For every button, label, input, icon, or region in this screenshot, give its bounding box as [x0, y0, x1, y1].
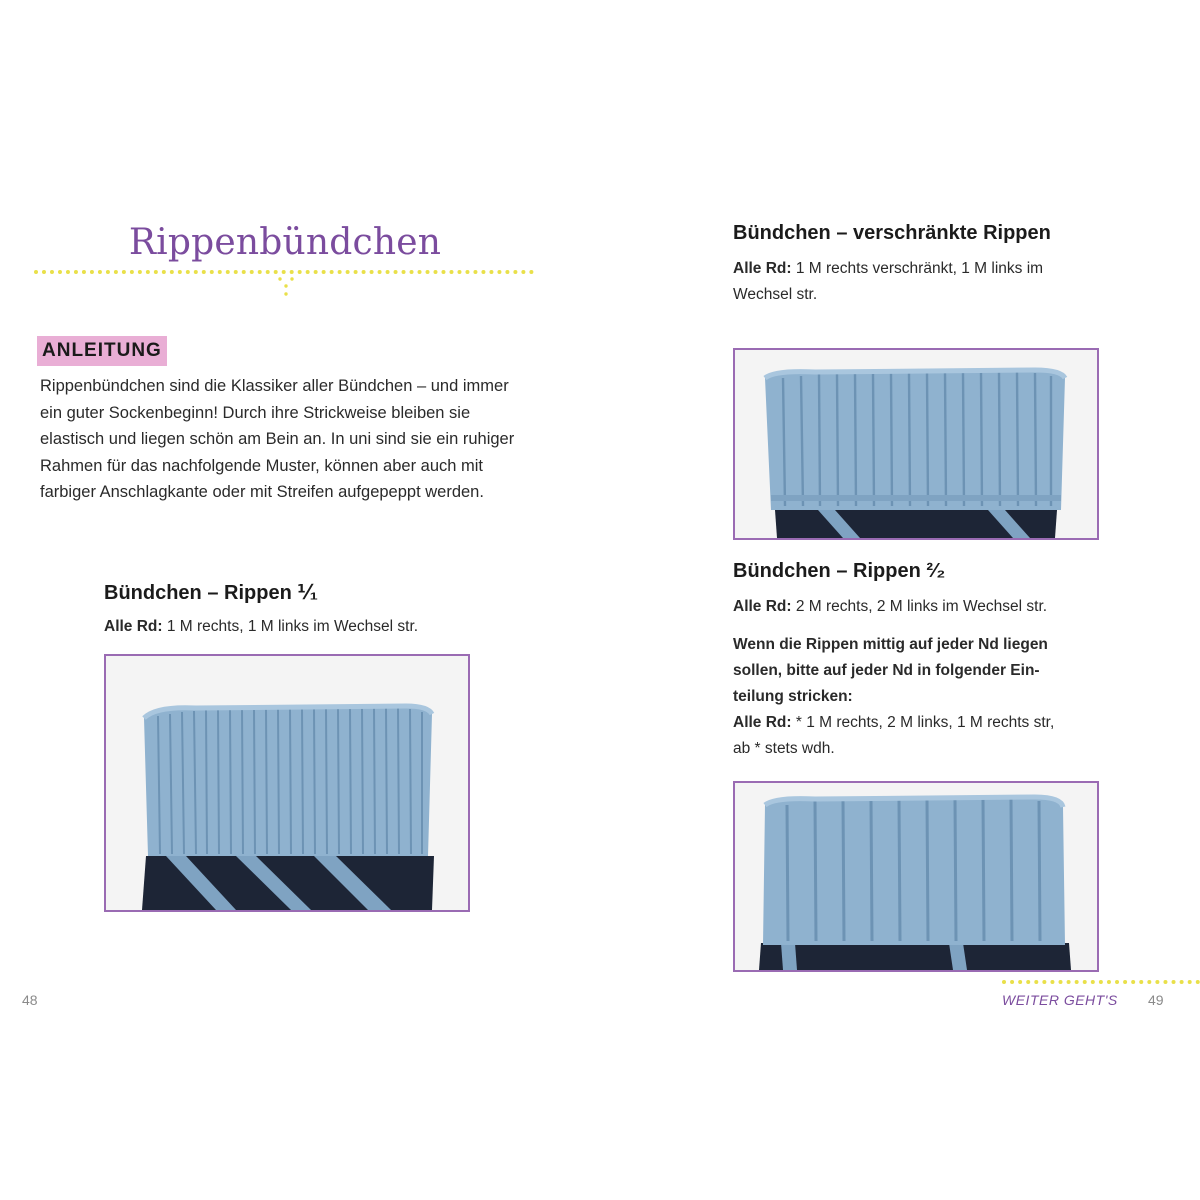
intro-line: farbiger Anschlagkante oder mit Streifen aufgepeppt werden. [40, 483, 484, 501]
knitted-twisted-rib-image [735, 350, 1097, 538]
pattern3-text: 2 M rechts, 2 M links im Wechsel str. [791, 598, 1048, 615]
pattern2-line1 [733, 256, 1173, 282]
intro-line: ein guter Sockenbeginn! Durch ihre Strickweise bleiben sie [40, 403, 471, 422]
pattern3-note-line: teilung stricken: [733, 688, 853, 705]
pattern2-text1: 1 M rechts verschränkt, 1 M links im [791, 260, 1044, 277]
section-tag-anleitung: ANLEITUNG [37, 336, 167, 366]
pattern3-lead2: Alle Rd: [733, 714, 792, 731]
pattern3-note-line: Wenn die Rippen mittig auf jeder Nd liegen [733, 636, 1048, 653]
pattern1-lead: Alle Rd: [104, 618, 163, 635]
pattern3-instr2-line2: ab * stets wdh. [733, 740, 835, 757]
pattern3-instr2-line1 [733, 710, 1173, 736]
pattern2-text2: Wechsel str. [733, 286, 818, 303]
pattern3-lead: Alle Rd: [733, 598, 792, 615]
page-number-right: 49 [1148, 992, 1164, 1008]
pattern2-instruction [733, 256, 1173, 308]
page-title: Rippenbündchen [128, 222, 442, 263]
pattern3-instruction2 [733, 710, 1173, 762]
intro-line: Rahmen für das nachfolgende Muster, können aber auch mit [40, 456, 484, 475]
pattern1-instruction [104, 614, 524, 640]
pattern3-instruction [733, 594, 1173, 620]
pattern3-note-line: sollen, bitte auf jeder Nd in folgender Ein- [733, 662, 1040, 679]
intro-line: Rippenbündchen sind die Klassiker aller Bündchen – und immer [40, 377, 509, 395]
pattern3-note [733, 632, 1173, 710]
photo-twisted-rib [733, 348, 1099, 540]
intro-line: elastisch und liegen schön am Bein an. In uni sind sie ein ruhiger [40, 430, 515, 448]
pattern2-lead: Alle Rd: [733, 260, 792, 277]
pattern1-text: 1 M rechts, 1 M links im Wechsel str. [162, 618, 419, 635]
pattern1-heading: Bündchen – Rippen ⅟₁ [104, 582, 318, 604]
dotted-chevron-ornament [276, 276, 296, 298]
pattern3-heading: Bündchen – Rippen ²⁄₂ [733, 560, 946, 582]
pattern3-text2: * 1 M rechts, 2 M links, 1 M rechts str, [791, 714, 1055, 731]
running-head: WEITER GEHT'S [1002, 992, 1118, 1008]
intro-paragraph [40, 373, 540, 506]
photo-rib-1x1 [104, 654, 470, 912]
photo-rib-2x2 [733, 781, 1099, 972]
title-dotted-rule [34, 270, 534, 274]
knitted-rib-2x2-image [735, 783, 1097, 970]
page-number-left: 48 [22, 992, 38, 1008]
pattern2-heading: Bündchen – verschränkte Rippen [733, 222, 1051, 244]
footer-dotted-rule [1002, 980, 1200, 984]
knitted-rib-1x1-image [106, 656, 468, 910]
